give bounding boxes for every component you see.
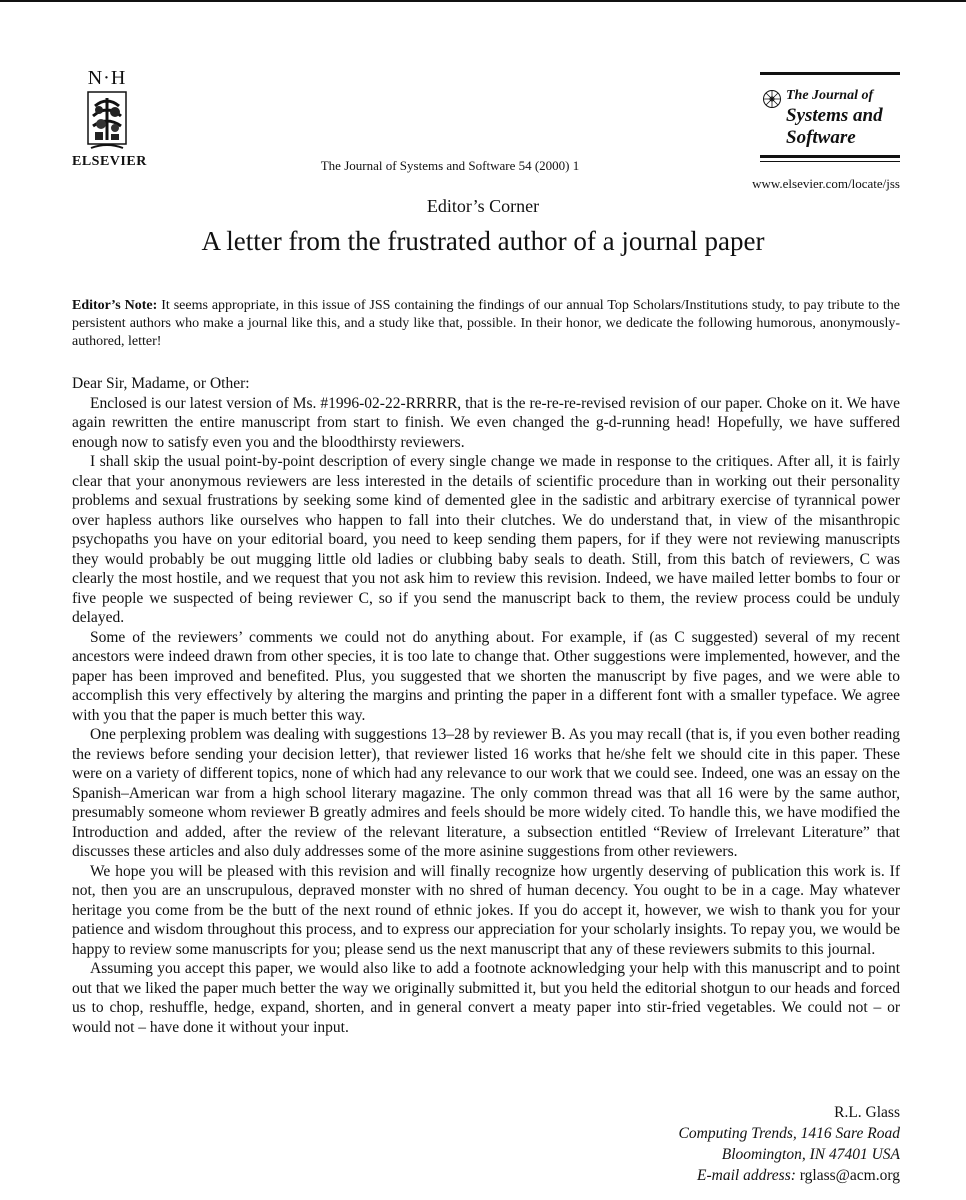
author-city: Bloomington, IN 47401 USA	[721, 1146, 900, 1163]
journal-title-line-1: The Journal of	[786, 88, 874, 103]
email-address[interactable]: rglass@acm.org	[795, 1167, 900, 1184]
email-label: E-mail address:	[697, 1167, 796, 1184]
section-heading: Editor’s Corner	[426, 196, 540, 216]
article-title: A letter from the frustrated author of a journal paper	[201, 226, 765, 256]
letter-paragraph: Some of the reviewers’ comments we could not do anything about. For example, if (as C suggested) several of my recent ancestors were indeed drawn from other species, it is too late to change that. Other suggestions were implemented, however, and the paper has been improved and benefited. Plus, you suggested that we shorten the manuscript by five pages, and we were able to accomplish this very effectively by altering the margins and printing the paper in a different font with a smaller typeface. We agree with you that the paper is much better this way.	[72, 628, 900, 724]
journal-title-line-3: Software	[786, 127, 856, 148]
journal-url: www.elsevier.com/locate/jss	[752, 176, 900, 191]
author-name: R.L. Glass	[834, 1104, 900, 1121]
journal-title-line-2: Systems and	[786, 105, 883, 126]
logo-wordmark: ELSEVIER	[72, 154, 147, 169]
letter-paragraph: Enclosed is our latest version of Ms. #1996-02-22-RRRRR, that is the re-re-re-revised revision of our paper. Choke on it. We have again rewritten the entire manuscript from start to finish. We even changed the g-d-running head! Hopefully, we have suffered enough now to satisfy even you and the bloodthirsty reviewers.	[72, 394, 900, 451]
editor-note-label: Editor’s Note:	[72, 298, 158, 313]
journal-citation: The Journal of Systems and Software 54 (2000) 1	[320, 158, 580, 173]
letter-paragraph: Assuming you accept this paper, we would also like to add a footnote acknowledging your help with this manuscript and to point out that we liked the paper much better the way we originally submitted it, but you held the editorial shotgun to our heads and forced us to chop, reshuffle, hedge, expand, shorten, and in general convert a meaty paper into stir-fried vegetables. We could not – or would not – have done it without your input.	[72, 960, 900, 1036]
salutation: Dear Sir, Madame, or Other:	[72, 375, 250, 392]
journal-title	[760, 87, 900, 149]
letter-paragraph: I shall skip the usual point-by-point description of every single change we made in response to the critiques. After all, it is fairly clear that your anonymous reviewers are less interested in the details of scientific procedure than in working out their personality problems and sexual frustrations by seeking some kind of demented glee in the sadistic and arbitrary exercise of tyrannical power over hapless authors like ourselves who happen to fall into their clutches. We do understand that, in view of the misanthropic psychopaths you have on your editorial board, you need to keep sending them papers, for if they were not reviewing manuscripts they would probably be out mugging little old ladies or clubbing baby seals to death. Still, from this batch of reviewers, C was clearly the most hostile, and we request that you not ask him to review this revision. Indeed, we have mailed letter bombs to four or five people we suspected of being reviewer C, so if you send the manuscript back to them, the review process could be unduly delayed.	[72, 453, 900, 626]
top-rule	[0, 0, 966, 2]
masthead-rule-bottom	[760, 155, 900, 158]
letter-body	[72, 374, 900, 1037]
masthead-rule-thin	[760, 161, 900, 162]
letter-paragraph: One perplexing problem was dealing with suggestions 13–28 by reviewer B. As you may recall (that is, if you even bother reading the reviews before sending your decision letter), that reviewer listed 16 works that he/she felt we should cite in this paper. These were on a variety of different topics, none of which had any relevance to our work that we could see. Indeed, one was an essay on the Spanish–American war from a high school literary magazine. The only common thread was that all 16 were by the same author, presumably someone whom reviewer B greatly admires and feels should be more widely cited. To handle this, we have modified the Introduction and added, after the review of the relevant literature, a subsection entitled “Review of Irrelevant Literature” that discusses these articles and also duly addresses some of the more asinine suggestions from other reviewers.	[72, 726, 900, 860]
editor-note	[72, 297, 900, 351]
masthead-rule-top	[760, 72, 900, 75]
journal-emblem-icon	[762, 89, 782, 109]
author-organization: Computing Trends, 1416 Sare Road	[678, 1125, 900, 1142]
elsevier-logo	[72, 67, 147, 170]
journal-masthead	[760, 72, 900, 162]
logo-monogram: N·H	[87, 67, 127, 89]
signature-block	[500, 1102, 900, 1186]
author-email	[500, 1165, 900, 1186]
editor-note-text: It seems appropriate, in this issue of JSS containing the findings of our annual Top Scholars/Institutions study, to pay tribute to the persistent authors who make a journal like this, and a study like that, possible. In their honor, we dedicate the following humorous, anonymously-authored, letter!	[72, 298, 901, 349]
elsevier-tree-icon	[85, 90, 129, 152]
letter-paragraph: We hope you will be pleased with this revision and will finally recognize how urgently deserving of publication this work is. If not, then you are an unscrupulous, depraved monster with no shred of human decency. You ought to be in a cage. May whatever heritage you come from be the butt of the next round of ethnic jokes. If you do accept it, however, we wish to thank you for your patience and wisdom throughout this process, and to express our appreciation for your scholarly insights. To repay you, we would be happy to review some manuscripts for you; please send us the next manuscript that any of these reviewers submits to this journal.	[72, 862, 900, 958]
